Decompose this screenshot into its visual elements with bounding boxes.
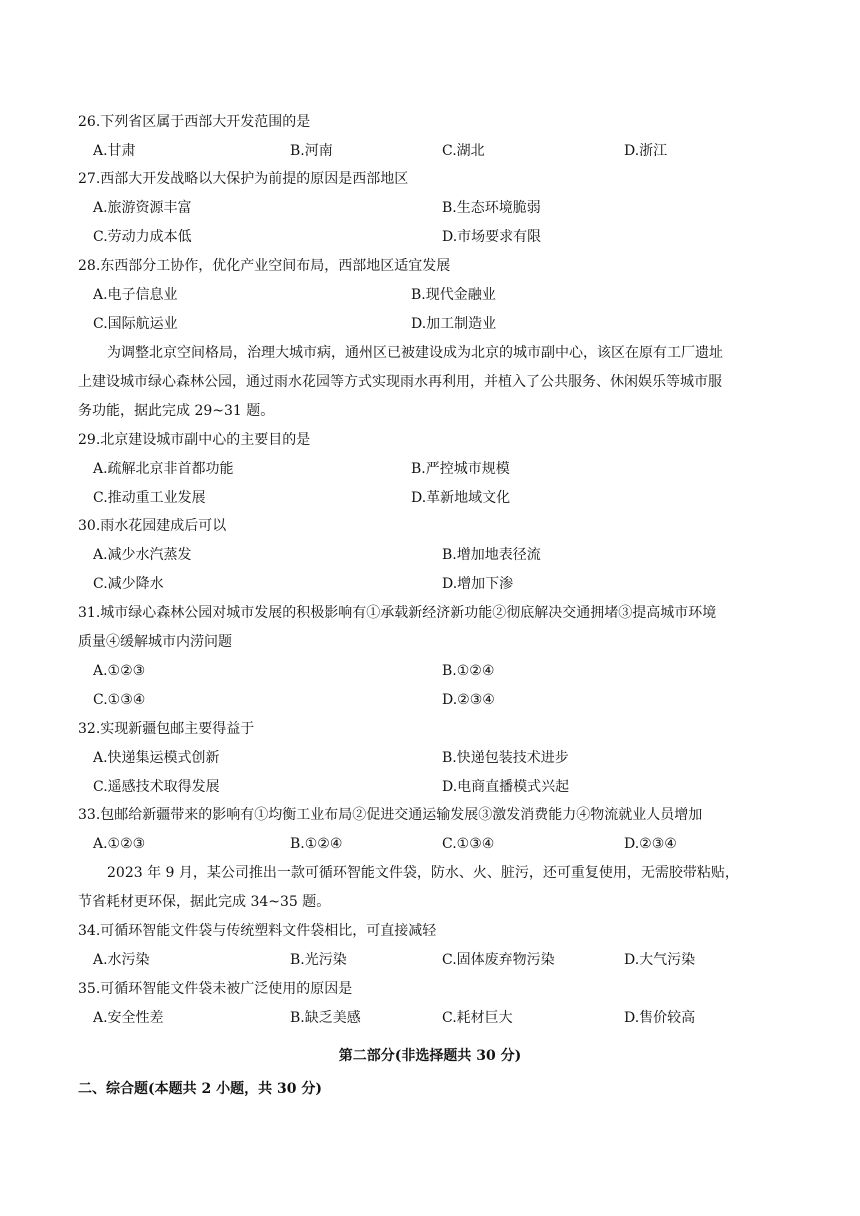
question-31-option-c: C.①③④ <box>93 692 146 708</box>
question-33-stem: 33.包邮给新疆带来的影响有①均衡工业布局②促进交通运输发展③激发消费能力④物流就业人员增加 <box>78 807 703 823</box>
passage-2-line-2: 节省耗材更环保，据此完成 34~35 题。 <box>78 894 331 910</box>
question-30-option-a: A.减少水汽蒸发 <box>93 547 192 563</box>
question-28-stem: 28.东西部分工协作，优化产业空间布局，西部地区适宜发展 <box>78 258 451 274</box>
question-35-option-b: B.缺乏美感 <box>290 1010 361 1026</box>
question-34-option-b: B.光污染 <box>290 952 347 968</box>
passage-1-line-1: 为调整北京空间格局，治理大城市病，通州区已被建设成为北京的城市副中心，该区在原有工厂遗址 <box>107 345 723 361</box>
question-28-option-d: D.加工制造业 <box>411 316 497 332</box>
part-2-title: 第二部分(非选择题共 30 分) <box>338 1048 522 1064</box>
question-26-option-d: D.浙江 <box>624 143 668 159</box>
passage-2-line-1: 2023 年 9 月，某公司推出一款可循环智能文件袋，防水、火、脏污，还可重复使用，无需胶带粘贴， <box>107 865 739 881</box>
question-32-option-b: B.快递包装技术进步 <box>442 750 569 766</box>
section-2-heading: 二、综合题(本题共 2 小题，共 30 分) <box>78 1081 322 1097</box>
question-29-option-c: C.推动重工业发展 <box>93 490 206 506</box>
question-29-option-a: A.疏解北京非首都功能 <box>93 461 234 477</box>
question-34-option-c: C.固体废弃物污染 <box>442 952 555 968</box>
question-35-option-c: C.耗材巨大 <box>442 1010 513 1026</box>
question-26-option-c: C.湖北 <box>442 143 485 159</box>
question-29-option-b: B.严控城市规模 <box>411 461 510 477</box>
passage-1-line-3: 务功能，据此完成 29~31 题。 <box>78 403 275 419</box>
question-35-option-d: D.售价较高 <box>624 1010 696 1026</box>
question-26-option-a: A.甘肃 <box>93 143 136 159</box>
question-32-option-a: A.快递集运模式创新 <box>93 750 220 766</box>
question-34-option-a: A.水污染 <box>93 952 150 968</box>
question-26-option-b: B.河南 <box>290 143 333 159</box>
question-34-option-d: D.大气污染 <box>624 952 696 968</box>
question-30-option-c: C.减少降水 <box>93 576 164 592</box>
passage-1-line-2: 上建设城市绿心森林公园，通过雨水花园等方式实现雨水再利用，并植入了公共服务、休闲娱乐等城市服 <box>78 374 722 390</box>
question-27-option-a: A.旅游资源丰富 <box>93 200 192 216</box>
question-35-stem: 35.可循环智能文件袋未被广泛使用的原因是 <box>78 981 353 997</box>
question-30-stem: 30.雨水花园建成后可以 <box>78 518 227 534</box>
question-33-option-b: B.①②④ <box>290 836 343 852</box>
question-27-option-d: D.市场要求有限 <box>442 229 542 245</box>
question-27-option-b: B.生态环境脆弱 <box>442 200 541 216</box>
question-32-stem: 32.实现新疆包邮主要得益于 <box>78 721 255 737</box>
question-27-option-c: C.劳动力成本低 <box>93 229 192 245</box>
question-32-option-d: D.电商直播模式兴起 <box>442 779 570 795</box>
question-31-option-d: D.②③④ <box>442 692 495 708</box>
question-26-stem: 26.下列省区属于西部大开发范围的是 <box>78 114 311 130</box>
question-29-stem: 29.北京建设城市副中心的主要目的是 <box>78 432 311 448</box>
question-33-option-d: D.②③④ <box>624 836 677 852</box>
question-33-option-a: A.①②③ <box>93 836 146 852</box>
question-30-option-b: B.增加地表径流 <box>442 547 541 563</box>
question-27-stem: 27.西部大开发战略以大保护为前提的原因是西部地区 <box>78 171 409 187</box>
question-28-option-b: B.现代金融业 <box>411 287 496 303</box>
question-28-option-c: C.国际航运业 <box>93 316 178 332</box>
question-30-option-d: D.增加下渗 <box>442 576 514 592</box>
question-31-option-a: A.①②③ <box>93 663 146 679</box>
question-32-option-c: C.遥感技术取得发展 <box>93 779 220 795</box>
question-33-option-c: C.①③④ <box>442 836 495 852</box>
question-34-stem: 34.可循环智能文件袋与传统塑料文件袋相比，可直接减轻 <box>78 923 437 939</box>
question-28-option-a: A.电子信息业 <box>93 287 178 303</box>
question-31-option-b: B.①②④ <box>442 663 495 679</box>
question-31-stem-line-1: 31.城市绿心森林公园对城市发展的积极影响有①承载新经济新功能②彻底解决交通拥堵③提高城市环境 <box>78 605 717 621</box>
question-35-option-a: A.安全性差 <box>93 1010 164 1026</box>
question-31-stem-line-2: 质量④缓解城市内涝问题 <box>78 634 232 650</box>
question-29-option-d: D.革新地域文化 <box>411 490 511 506</box>
